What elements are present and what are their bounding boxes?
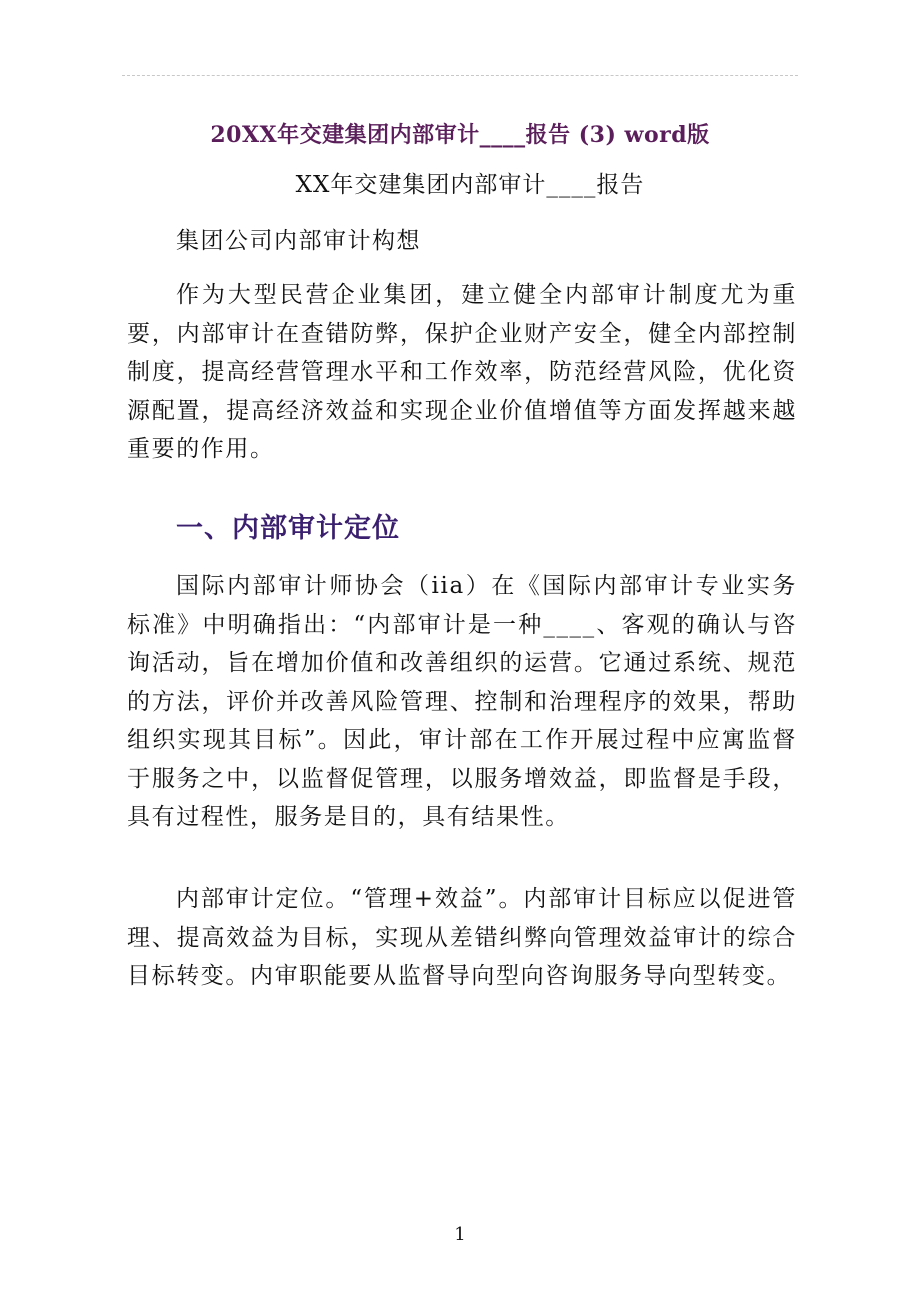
paragraph-iia-definition: 国际内部审计师协会（iia）在《国际内部审计专业实务标准》中明确指出：“内部审计是一种____、客观的确认与咨询活动，旨在增加价值和改善组织的运营。它通过系统、规范的方法，评价并改善风险管理、控制和治理程序的效果，帮助组织实现其目标”。因此，审计部在工作开展过程中应寓监督于服务之中，以监督促管理，以服务增效益，即监督是手段，具有过程性，服务是目的，具有结果性。 <box>127 573 797 830</box>
paragraph-positioning: 内部审计定位。“管理+效益”。内部审计目标应以促进管理、提高效益为目标，实现从差错纠弊向管理效益审计的综合目标转变。内审职能要从监督导向型向咨询服务导向型转变。 <box>127 886 797 989</box>
header-rule <box>122 75 798 76</box>
page-number: 1 <box>454 1224 466 1245</box>
document-title: 20XX年交建集团内部审计____报告 (3) word版 <box>210 122 710 148</box>
document-subtitle: XX年交建集团内部审计____报告 <box>295 172 645 198</box>
section-label: 集团公司内部审计构想 <box>176 228 421 254</box>
paragraph-intro: 作为大型民营企业集团，建立健全内部审计制度尤为重要，内部审计在查错防弊，保护企业财产安全，健全内部控制制度，提高经营管理水平和工作效率，防范经营风险，优化资源配置，提高经济效益和实现企业价值增值等方面发挥越来越重要的作用。 <box>127 282 797 462</box>
heading-audit-positioning: 一、内部审计定位 <box>176 513 400 544</box>
